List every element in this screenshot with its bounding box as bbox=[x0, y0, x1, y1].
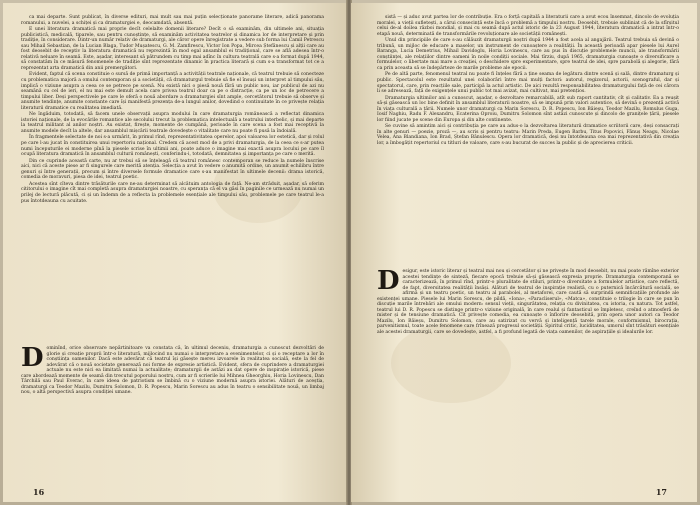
left-page bbox=[3, 3, 347, 502]
right-page bbox=[351, 3, 697, 502]
page-number: 16 bbox=[33, 487, 45, 497]
paragraph: Pe de altă parte, fenomenul teatral nu poate fi înțeles fără a ține seama de legătura dintre scenă și sală, dintre dramaturg și public. Spectacolul este rezultatul unei colaborări între mai mulți factori: autorul, regizorul, actorii, scenograful, dar și spectatorul, care, prin reacțiile sale, participă la actul artistic. De aici rezultă responsabilitatea dramaturgului față de cei cărora li se adresează, față de exigențele unui public tot mai avizat, mai cultivat, mai pretențios. bbox=[377, 72, 679, 95]
drop-cap: D bbox=[377, 266, 400, 296]
paragraph: Din ce cuprinde această carte, nu ar trebui să se înțeleagă că teatrul românesc contemporan se reduce la numele înscrise aici, nici că aceste piese ar fi singurele care merită atenția. Selecția a avut în vedere o anumită ordine, un anumit echilibru între genuri și între generații, precum și între diversele formule dramatice care s-au manifestat în ultimele decenii: drama istorică, comedia de moravuri, piesa de idei, teatrul poetic. bbox=[21, 158, 324, 181]
paragraph: E unei literatura dramatică mai proprie decît celelalte domenii literare? Decît o să examinăm, din ultimele ani, situația publicistică, medicală, tiparele, sau pentru cunoștințe, să examinăm activitatea teatrelor și dinamica lor de interpretare și prin tradiție, în considerare. Dintr-un număr relativ de dramaturgi, ale căror opere înregistrate a vedere sub forma lui Camil Petrescu sau Mihail Sebastian, de la Lucian Blaga, Tudor Mușatescu, G. M. Zamfirescu, Victor Ion Popa, Mircea Ștefănescu și alții care au fost deosebit de receptiv la literatura dramatică nu reprezintă în mod egal ansamblul ei tradițional, care se află adesea într-o relativă neluare în seamă. Este, așadar, interesant să pătrundem cu timp mai adînc în cultura teatrală care s-a format după 1944, să constatăm în ce măsură fenomenele de tradiție sînt reprezentate dinamic în practica literară și cum s-a transformat tot ce a reprezentat arta dramatică din anii premergători. bbox=[21, 27, 324, 71]
paragraph: esigur, este istoric literar și teatral mai nou și cercetător și ne privește în mod deosebit, nu mai poate rămîne exterior acestei tendințe de sinteză, fiecare epocă trebuie să-și găsească expresia proprie. Dramaturgia contemporană se caracterizează, în primul rînd, printr-o pluralitate de stiluri, printr-o diversitate a formulelor artistice, care reflectă, de fapt, diversitatea realității însăși. Alături de teatrul de inspirație realistă, cu o puternică încărcătură socială, se afirmă și un teatru poetic, un teatru al parabolei, al metaforei, care caută să surprindă semnificațiile profunde ale existenței umane. Piesele lui Marin Sorescu, de pildă, «Iona», «Paracliserul», «Matca», constituie o trilogie în care se pun în discuție marile întrebări ale omului modern: sensul vieții, singurătatea, relația cu divinitatea, cu istoria, cu natura. Tot astfel, teatrul lui D. R. Popescu se distinge printr-o viziune originală, în care realul și fantasticul se împletesc, creînd o atmosferă de mister și de tensiune dramatică. Cît privește comedia, ea cunoaște o înflorire deosebită, prin opera unor autori ca Teodor Mazilu, Ion Băieșu, Dumitru Solomon, care au satirizat cu vervă și inteligență tarele morale, conformismul, birocrația, parvenitismul, toate acele fenomene care frînează progresul societății. Spiritul critic, luciditatea, umorul sînt trăsături esențiale ale acestei dramaturgii, care se dovedește, astfel, a fi profund legată de viața oamenilor, de aspirațiile și idealurile lor. bbox=[377, 269, 679, 336]
paragraph: Unul din principiile de care s-au călăuzit dramaturgii noștri după 1944 a fost acela al angajării. Teatrul trebuia să devină o tribună, un mijloc de educare a maselor, un instrument de cunoaștere a realității. În această perioadă apar piesele lui Aurel Baranga, Lucia Demetrius, Mihail Davidoglu, Horia Lovinescu, care au pus în discuție problemele muncii, ale transformării conștiinței, ale relațiilor dintre oameni în noile condiții sociale. Mai tîrziu, după 1965, dramaturgia cunoaște o diversificare a formulelor, o libertate mai mare a creației, o deschidere spre experimentare, spre teatrul de idei, spre parabolă și alegorie, fără ca prin aceasta să se îndepărteze de marile probleme ale epocii. bbox=[377, 38, 679, 71]
drop-cap: D bbox=[21, 343, 44, 373]
right-lower-text bbox=[377, 266, 679, 336]
paragraph: Evident, faptul că scena constituie o sursă de primă importanță a activității teatrale naționale, că teatrul trebuie să conecteze cu problematica majoră a omului contemporan și a societății, că dramaturgul trebuie să fie el însuși un interpret al timpului său, implică o viziune asupra a ceea ce se petrece pe scenă. Nu există nici o piesă nouă fără un public nou, iar publicul de azi nu seamănă cu cel de ieri, el nu mai este demult acela care privea teatrul doar ca pe o distracție, ca pe un loc de petrecere a timpului liber. Deși perspectivele pe care le oferă o nouă abordare a dramaturgiei sînt ample, cercetătorul trebuie să observe și anumite tendințe, anumite constante care își manifestă prezența de-a lungul anilor, dovedind o continuitate în ce privește relația literaturii dramatice cu realitatea imediată. bbox=[21, 72, 324, 111]
left-lower-text bbox=[21, 343, 324, 396]
paragraph: ca mai departe. Sunt publicat, în diverse edituri, mai mult sau mai puțin selecționate panorame literare, adică panorama romanului, a nuvelei, a schiței și ca dramaturgiei e, deocamdată, absentă. bbox=[21, 15, 324, 26]
paragraph: Acestea sînt cîteva dintre trăsăturile care ne-au determinat să alcătuim antologia de față. Ne-am străduit, așadar, să oferim cititorului o imagine cît mai completă asupra dramaturgiei noastre, cu speranța că el va găsi în paginile ce urmează nu numai un prilej de lectură plăcută, ci și un îndemn de a reflecta la problemele esențiale ale timpului său, problemele pe care teatrul le-a pus întotdeauna cu acuitate. bbox=[21, 181, 324, 204]
paragraph: Se cuvine să amintim aici și contribuția pe care au adus-o la dezvoltarea literaturii dramatice scriitorii care, deși consacrați în alte genuri — poezie, proză —, au scris și pentru teatru: Marin Preda, Eugen Barbu, Titus Popovici, Fănuș Neagu, Nicolae Velea, Ana Blandiana, Ion Brad, Ștefan Bănulescu. Opera lor dramatică, deși nu întotdeauna cea mai reprezentativă din creația lor, a îmbogățit repertoriul cu titluri de valoare, care s-au bucurat de succes la public și de aprecierea criticii. bbox=[377, 124, 679, 147]
paragraph: Ne îngăduim, totodată, să facem unele observații asupra modului în care dramaturgia românească a reflectat dinamica istoriei naționale, de la evocările romantice ale secolului trecut la problematica intelectuală a teatrului interbelic, și mai departe la teatrul militant al anilor noștri. Au existat, firește, momente de cumpănă, perioade în care scena a fost mai receptivă la anumite modele decît la altele, dar ansamblul mișcării teatrale dovedește o vitalitate care nu poate fi pusă la îndoială. bbox=[21, 112, 324, 134]
left-upper-text bbox=[21, 15, 324, 205]
paragraph: În fragmentele selectate de noi s-a urmărit, în primul rînd, reprezentativitatea operelor, apoi valoarea lor estetică, dar și rolul pe care l-au jucat în constituirea unui repertoriu național. Credem că acest mod de a privi dramaturgia, de la ceea ce s-ar putea numi începuturile ei moderne pînă la piesele scrise în ultimii ani, poate aduce o imagine mai exactă asupra locului pe care îl ocupă literatura dramatică în ansamblul culturii românești, conferindu-i, totodată, demnitatea și importanța pe care o merită. bbox=[21, 135, 324, 158]
right-upper-text bbox=[377, 15, 679, 148]
paragraph: ominînd, orice observare nepărtinitoare va constata că, în ultimul deceniu, dramaturgia a cunoscut dezvoltări de glorie și creație proprii într-o literatură, mijlocind nu numai o interpretare a evenimentelor, ci și o receptare a lor în conștiința oamenilor. Dacă este adevărat că teatrul își găsește mereu izvoarele în realitatea socială, este la fel de adevărat că o nouă societate generează noi forme de expresie artistică. Evident, sfera de cuprindere a dramaturgiei actuale nu este nici ea limitată numai la actualitate; dramaturgii de astăzi au dat opere de inspirație istorică, piese care abordează momente de seamă din trecutul poporului nostru, cum ar fi scrierile lui Mihnea Gheorghiu, Horia Lovinescu, Dan Tărchilă sau Paul Everac, în care ideea de patriotism se îmbină cu o viziune modernă asupra istoriei. Alături de aceștia, dramaturgi ca Teodor Mazilu, Dumitru Solomon, D. R. Popescu, Marin Sorescu au adus în teatru o sensibilitate nouă, un limbaj nou, o altă perspectivă asupra condiției umane. bbox=[21, 346, 324, 396]
paragraph: sistă — și aduc avut partea lor de contribuție. Era o forță capitală a literaturii care a avut ecou însemnat, dincolo de evoluția moralei, a vieții sufletești, a cărui consecință este încă o problemă a timpului nostru. Deosebit, trebuie subliniat că de la sfîrșitul celui de-al doilea război mondial, și mai cu seamă după actul istoric de la 23 August 1944, literatura dramatică a intrat într-o etapă nouă, determinată de transformările revoluționare ale societății românești. bbox=[377, 15, 679, 37]
page-number: 17 bbox=[655, 487, 667, 497]
paragraph: Dramaturgia ultimilor ani a cunoscut, așadar, o dezvoltare remarcabilă, atît sub raport cantitativ, cît și calitativ. Ea a reușit să-și găsească un loc bine definit în ansamblul literaturii noastre, să se impună prin valori autentice, să devină o prezență activă în viața culturală a țării. Numele unor dramaturgi ca Marin Sorescu, D. R. Popescu, Ion Băieșu, Teodor Mazilu, Romulus Guga, Iosif Naghiu, Radu F. Alexandru, Ecaterina Oproiu, Dumitru Solomon sînt astăzi cunoscute și dincolo de granițele țării, piesele lor fiind jucate pe scene din Europa și din alte continente. bbox=[377, 95, 679, 123]
